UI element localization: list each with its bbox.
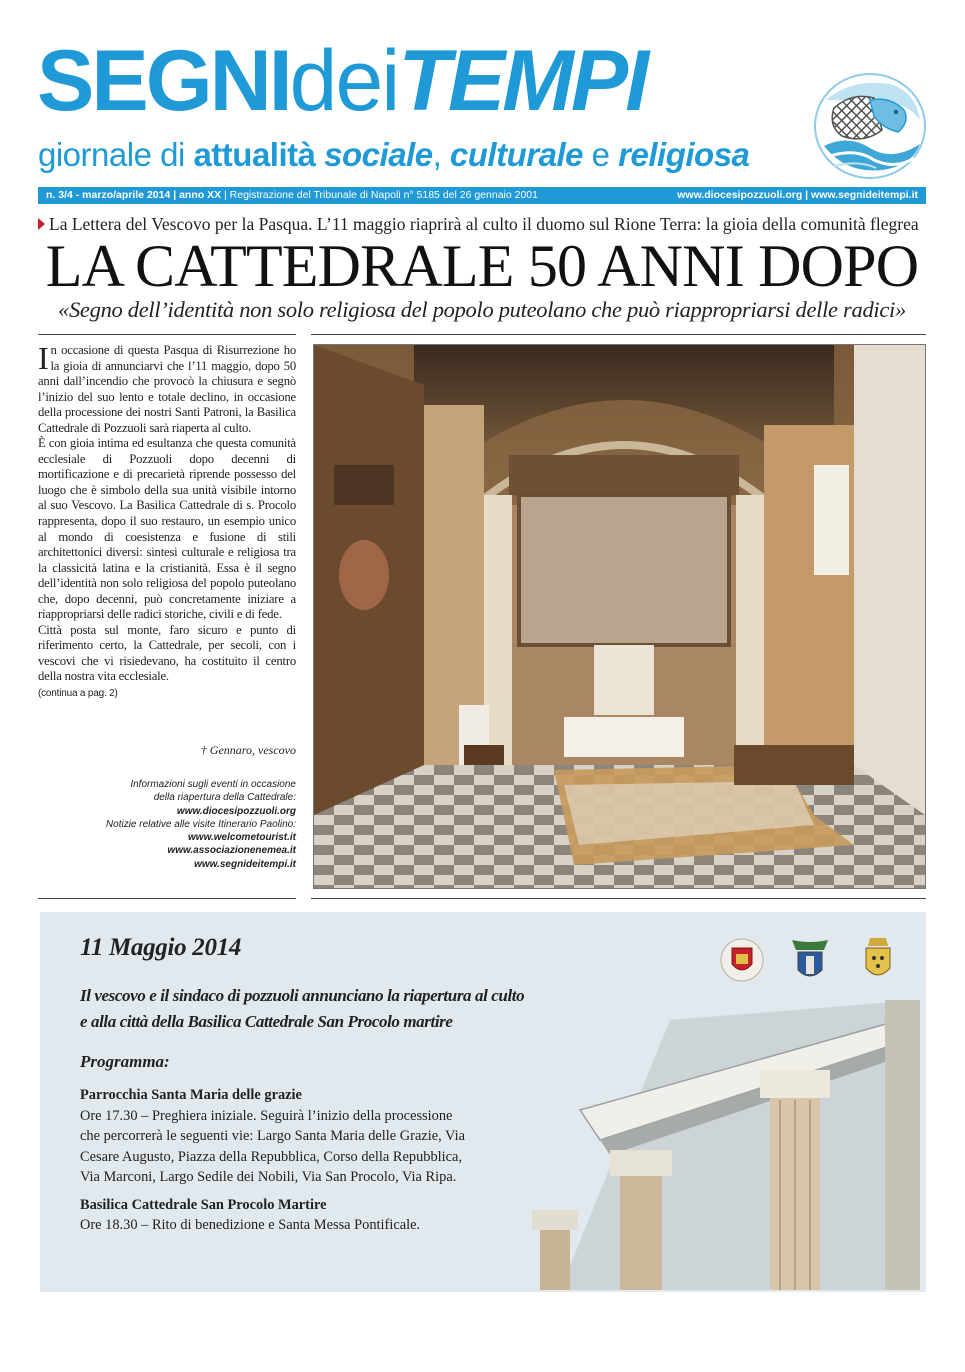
- paragraph: Città posta sul monte, faro sicuro e punto di riferimento certo, la Cattedrale, per secoli, con i vescovi che vi risiedevano, ha costituito il centro della nostra vita ecclesiale.: [38, 622, 296, 684]
- divider: [311, 334, 926, 335]
- url-link[interactable]: www.segnideitempi.it: [194, 858, 296, 870]
- url-link[interactable]: www.associazionenemea.it: [167, 845, 296, 857]
- tagline-text: sociale: [324, 136, 433, 173]
- info-line: della riapertura della Cattedrale:: [153, 792, 296, 804]
- url-link[interactable]: www.welcometourist.it: [188, 832, 296, 844]
- websites-text[interactable]: www.diocesipozzuoli.org | www.segnideitempi.it: [677, 189, 918, 201]
- tagline-text: attualità: [193, 136, 325, 173]
- event-announcement: [80, 983, 640, 1035]
- info-line: Notizie relative alle visite Itinerario Paolino:: [105, 818, 296, 830]
- divider: [311, 898, 926, 899]
- tagline-text: culturale: [449, 136, 583, 173]
- program-description: Ore 17.30 – Preghiera iniziale. Seguirà l’inizio della processione che percorrerà le seguenti vie: Largo Santa Maria delle Grazie, Via Cesare Augusto, Piazza della Repubblica, Corso della Repubblica, Via Marconi, Largo Sedile dei Nobili, Via San Procolo, Via Ripa.: [80, 1107, 465, 1185]
- program-list: [80, 1085, 470, 1243]
- paragraph-text: n occasione di questa Pasqua di Risurrezione ho la gioia di annunciarvi che l’11 maggio, dopo 50 anni dall’incendio che provocò la chiusura e segnò l’inizio del suo lento e totale declino, in occasione della processione dei nostri Santi Patroni, la Basilica Cattedrale di Pozzuoli sarà riaperta al culto.: [38, 343, 296, 435]
- info-line: Informazioni sugli eventi in occasione: [130, 779, 296, 790]
- issue-number: n. 3/4 - marzo/aprile 2014 | anno XX: [46, 189, 222, 201]
- masthead-title: [37, 33, 647, 129]
- program-place: Parrocchia Santa Maria delle grazie: [80, 1087, 302, 1103]
- masthead-title-tempi: TEMPI: [398, 33, 647, 129]
- divider: [38, 898, 296, 899]
- kicker-text: La Lettera del Vescovo per la Pasqua. L’11 maggio riaprirà al culto il duomo sul Rione Terra: la gioia della comunità flegrea: [49, 214, 919, 234]
- cathedral-interior-photo: [313, 344, 926, 889]
- issue-info-bar: [38, 187, 926, 204]
- program-item: [80, 1085, 470, 1188]
- triangle-marker-icon: [38, 218, 45, 230]
- issue-registration: [46, 187, 538, 204]
- event-date: 11 Maggio 2014: [80, 934, 242, 961]
- signature: † Gennaro, vescovo: [200, 743, 296, 757]
- program-place: Basilica Cattedrale San Procolo Martire: [80, 1196, 327, 1213]
- url-link[interactable]: www.diocesipozzuoli.org: [176, 805, 296, 817]
- continue-on-page-link: (continua a pag. 2): [38, 688, 118, 700]
- tagline-text: religiosa: [618, 136, 750, 173]
- paragraph: È con gioia intima ed esultanza che questa comunità ecclesiale di Pozzuoli dopo decenni di mortificazione e di precarietà riprende possesso del luogo che è simbolo della sua unità visibile intorno al suo Vescovo. La Basilica Cattedrale di s. Procolo rappresenta, dopo il suo restauro, un esempio unico al mondo di coesistenza e fusione di stili architettonici diversi: sintesi culturale e religiosa tra la classicità latina e la cristianità. Essa è il segno dell’identità non solo religiosa del popolo puteolano che, dopo decenni, può concretamente iniziare a riappropriarsi delle radici storiche, civili e di fede.: [38, 436, 296, 622]
- announcement-line: e alla città della Basilica Cattedrale San Procolo martire: [80, 1012, 453, 1031]
- event-info-links: [38, 778, 296, 871]
- masthead-tagline: [38, 138, 749, 171]
- masthead-title-dei: dei: [289, 33, 399, 129]
- paragraph: [38, 340, 296, 436]
- pozzuoli-city-crest-icon: [866, 938, 890, 975]
- registration-text: | Registrazione del Tribunale di Napoli n° 5185 del 26 gennaio 2001: [221, 189, 538, 201]
- announcement-line: Il vescovo e il sindaco di pozzuoli annunciano la riapertura al culto: [80, 986, 525, 1005]
- diocese-crest-icon: [721, 939, 763, 981]
- divider: [38, 334, 296, 335]
- tagline-text: giornale di: [38, 136, 194, 173]
- program-item: [80, 1195, 470, 1236]
- bishop-letter: [38, 340, 296, 702]
- tagline-text: ,: [432, 136, 450, 173]
- cathedral-columns-photo: [520, 1000, 920, 1290]
- crests-group: [720, 936, 900, 984]
- article-kicker: [38, 213, 938, 235]
- tagline-text: e: [582, 136, 619, 173]
- bishop-coat-of-arms-icon: [792, 940, 828, 976]
- program-description: Ore 18.30 – Rito di benedizione e Santa Messa Pontificale.: [80, 1217, 421, 1233]
- article-subheadline: «Segno dell’identità non solo religiosa del popolo puteolano che può riappropriarsi delle radici»: [58, 297, 906, 322]
- drop-cap: I: [38, 340, 49, 376]
- fish-and-net-mosaic-logo-icon: [812, 70, 930, 182]
- program-title: Programma:: [80, 1052, 170, 1071]
- article-headline: LA CATTEDRALE 50 ANNI DOPO: [45, 233, 919, 299]
- masthead-title-segni: SEGNI: [37, 33, 290, 129]
